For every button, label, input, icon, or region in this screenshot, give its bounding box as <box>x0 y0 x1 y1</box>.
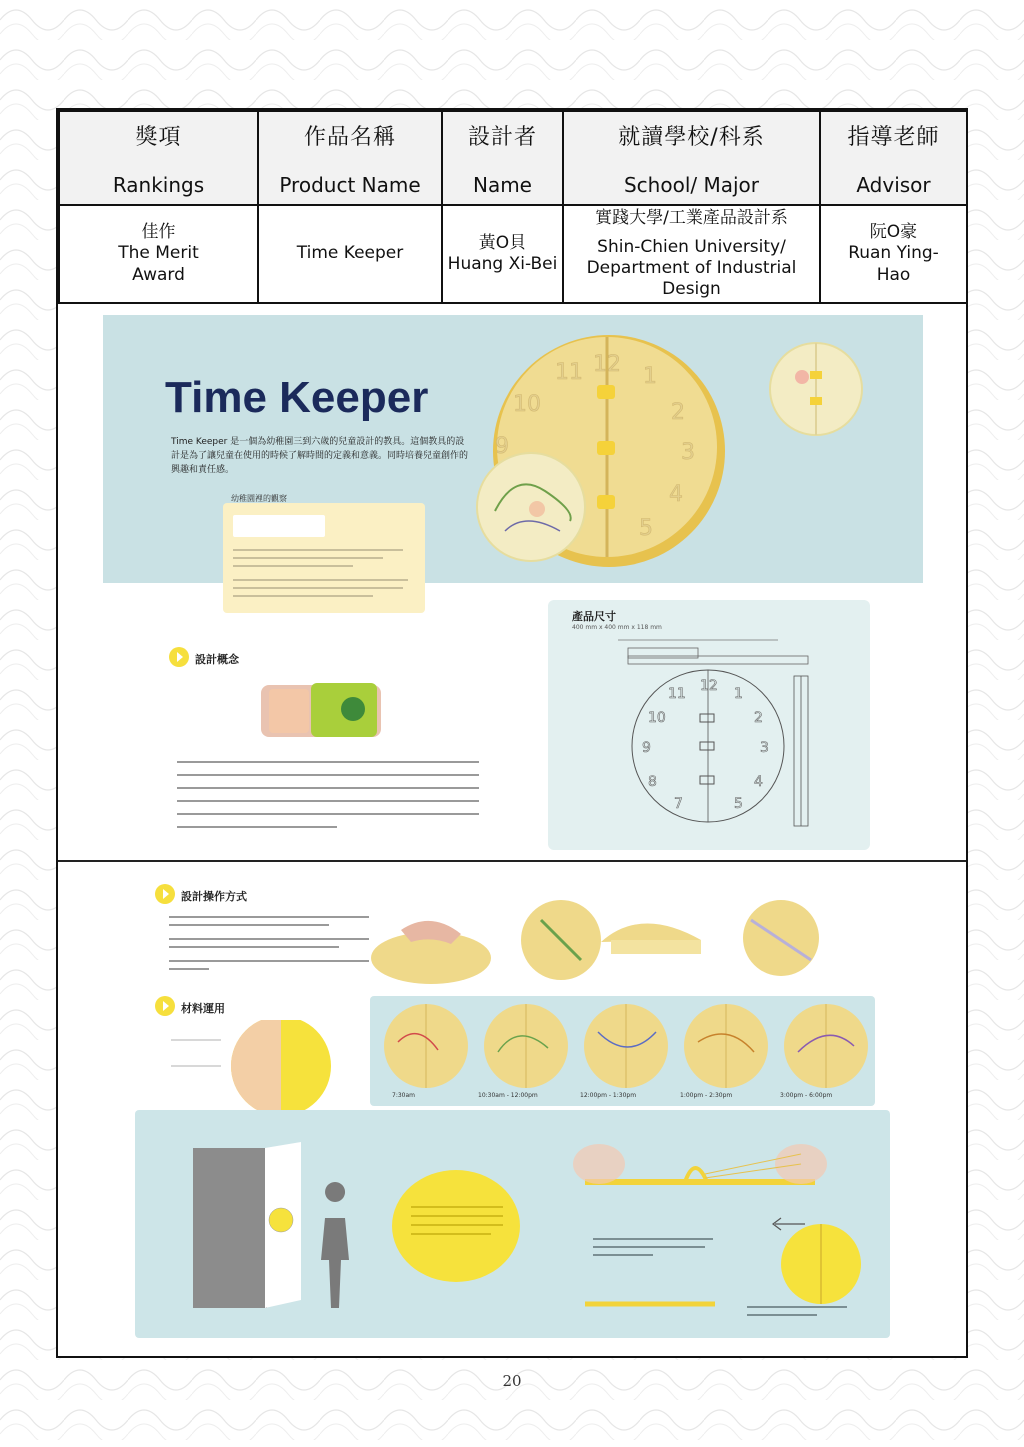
header-school <box>563 111 820 205</box>
magnet-note2-block <box>747 1306 847 1327</box>
door-illustration <box>185 1140 365 1310</box>
svg-text:10: 10 <box>513 392 541 417</box>
time-label: 3:00pm - 6:00pm <box>780 1092 833 1099</box>
material-diagram <box>161 1020 331 1110</box>
table-row <box>59 205 967 303</box>
svg-text:12: 12 <box>593 352 621 377</box>
daily-pages-panel <box>370 996 875 1106</box>
header-school-en: School/ Major <box>623 172 760 197</box>
svg-text:10: 10 <box>648 710 666 726</box>
time-label: 7:30am <box>392 1092 415 1099</box>
header-advisor <box>820 111 967 205</box>
poster-title <box>165 373 428 423</box>
observation-title: 幼稚園裡的觀察 <box>231 494 287 503</box>
observation-line <box>233 587 403 589</box>
ranking-zh: 佳作 <box>141 222 176 243</box>
poster-title-rest: ime Keeper <box>191 373 429 422</box>
operation-heading: 設計操作方式 <box>181 890 247 903</box>
svg-text:1: 1 <box>643 364 657 389</box>
header-product-name <box>258 111 442 205</box>
size-value: 400 mm x 400 mm x 118 mm <box>572 624 662 631</box>
svg-text:5: 5 <box>639 516 653 541</box>
time-label: 10:30am - 12:00pm <box>478 1092 538 1099</box>
header-name-en: Name <box>472 172 532 197</box>
svg-text:9: 9 <box>495 434 509 459</box>
header-rankings-en: Rankings <box>112 172 205 197</box>
usage-panel <box>135 1110 890 1338</box>
svg-text:9: 9 <box>642 740 651 756</box>
cell-school <box>563 205 820 303</box>
magnet-note-block <box>593 1238 713 1267</box>
product-name: Time Keeper <box>296 243 404 264</box>
observation-line <box>233 595 373 597</box>
svg-text:7: 7 <box>674 796 683 812</box>
teacher-note-block <box>411 1206 503 1246</box>
magnet-mechanism-diagram <box>565 1134 875 1324</box>
svg-text:5: 5 <box>734 796 743 812</box>
header-name <box>442 111 563 205</box>
observation-card <box>223 503 425 613</box>
advisor-zh: 阮O豪 <box>869 222 918 243</box>
award-info-table <box>58 110 968 304</box>
observation-line <box>233 565 353 567</box>
school-en-line3: Design <box>662 279 721 300</box>
svg-text:3: 3 <box>760 740 769 756</box>
ranking-en-line1: The Merit <box>118 243 199 264</box>
clock-drawing-right <box>768 341 864 437</box>
svg-text:12: 12 <box>700 678 718 694</box>
operation-photos <box>371 900 841 984</box>
daily-clock-pages <box>378 1002 868 1100</box>
school-en-line2: Department of Industrial <box>586 258 797 278</box>
time-label: 1:00pm - 2:30pm <box>680 1092 733 1099</box>
observation-line <box>233 557 383 559</box>
concept-text-block <box>177 761 479 839</box>
play-bullet-icon <box>155 996 175 1016</box>
cell-advisor <box>820 205 967 303</box>
operation-text-block <box>169 916 369 981</box>
award-sheet <box>56 108 968 1358</box>
play-bullet-icon <box>155 884 175 904</box>
storybook-photo <box>261 679 381 741</box>
school-en-line1: Shin-Chien University/ <box>597 236 786 257</box>
svg-text:4: 4 <box>754 774 763 790</box>
section-divider <box>58 860 966 862</box>
svg-text:3: 3 <box>681 440 695 465</box>
size-panel <box>548 600 870 850</box>
header-advisor-en: Advisor <box>856 172 931 197</box>
time-label: 12:00pm - 1:30pm <box>580 1092 637 1099</box>
cell-designer <box>442 205 563 303</box>
svg-text:4: 4 <box>669 482 683 507</box>
page-number: 20 <box>502 1372 522 1390</box>
technical-drawing <box>588 636 828 842</box>
header-name-zh: 設計者 <box>467 124 537 150</box>
svg-text:11: 11 <box>668 686 686 702</box>
header-product-name-en: Product Name <box>279 172 421 197</box>
designer-en: Huang Xi-Bei <box>447 254 558 274</box>
clock-drawing-left <box>475 451 587 563</box>
observation-line <box>233 579 408 581</box>
poster-title-t: T <box>165 373 192 422</box>
material-heading: 材料運用 <box>181 1002 225 1015</box>
cell-ranking <box>59 205 258 303</box>
svg-text:1: 1 <box>734 686 743 702</box>
school-zh: 實踐大學/工業產品設計系 <box>595 207 788 228</box>
svg-text:8: 8 <box>648 774 657 790</box>
svg-text:11: 11 <box>555 360 583 385</box>
header-advisor-zh: 指導老師 <box>847 124 940 150</box>
table-header-row <box>59 111 967 205</box>
cell-product-name <box>258 205 442 303</box>
poster-intro-text: Time Keeper 是一個為幼稚園三到六歲的兒童設計的教具。這個教具的設計是為了讓兒童在使用的時候了解時間的定義和意義。同時培養兒童創作的興趣和責任感。 <box>171 437 469 475</box>
ranking-en-line2: Award <box>132 264 185 285</box>
svg-text:2: 2 <box>754 710 763 726</box>
poster-top <box>103 315 923 860</box>
svg-text:2: 2 <box>671 400 685 425</box>
observation-info-box <box>233 515 325 537</box>
header-rankings <box>59 111 258 205</box>
poster-bottom <box>135 880 955 1350</box>
header-school-zh: 就讀學校/科系 <box>618 124 765 150</box>
play-bullet-icon <box>169 647 189 667</box>
advisor-en-line2: Hao <box>876 264 911 285</box>
size-title: 產品尺寸 <box>572 610 616 623</box>
header-product-name-zh: 作品名稱 <box>303 124 396 150</box>
designer-zh: 黃O貝 <box>478 232 527 253</box>
concept-heading: 設計概念 <box>195 653 239 666</box>
observation-line <box>233 549 403 551</box>
header-rankings-zh: 獎項 <box>135 124 182 150</box>
advisor-en-line1: Ruan Ying- <box>848 243 939 264</box>
